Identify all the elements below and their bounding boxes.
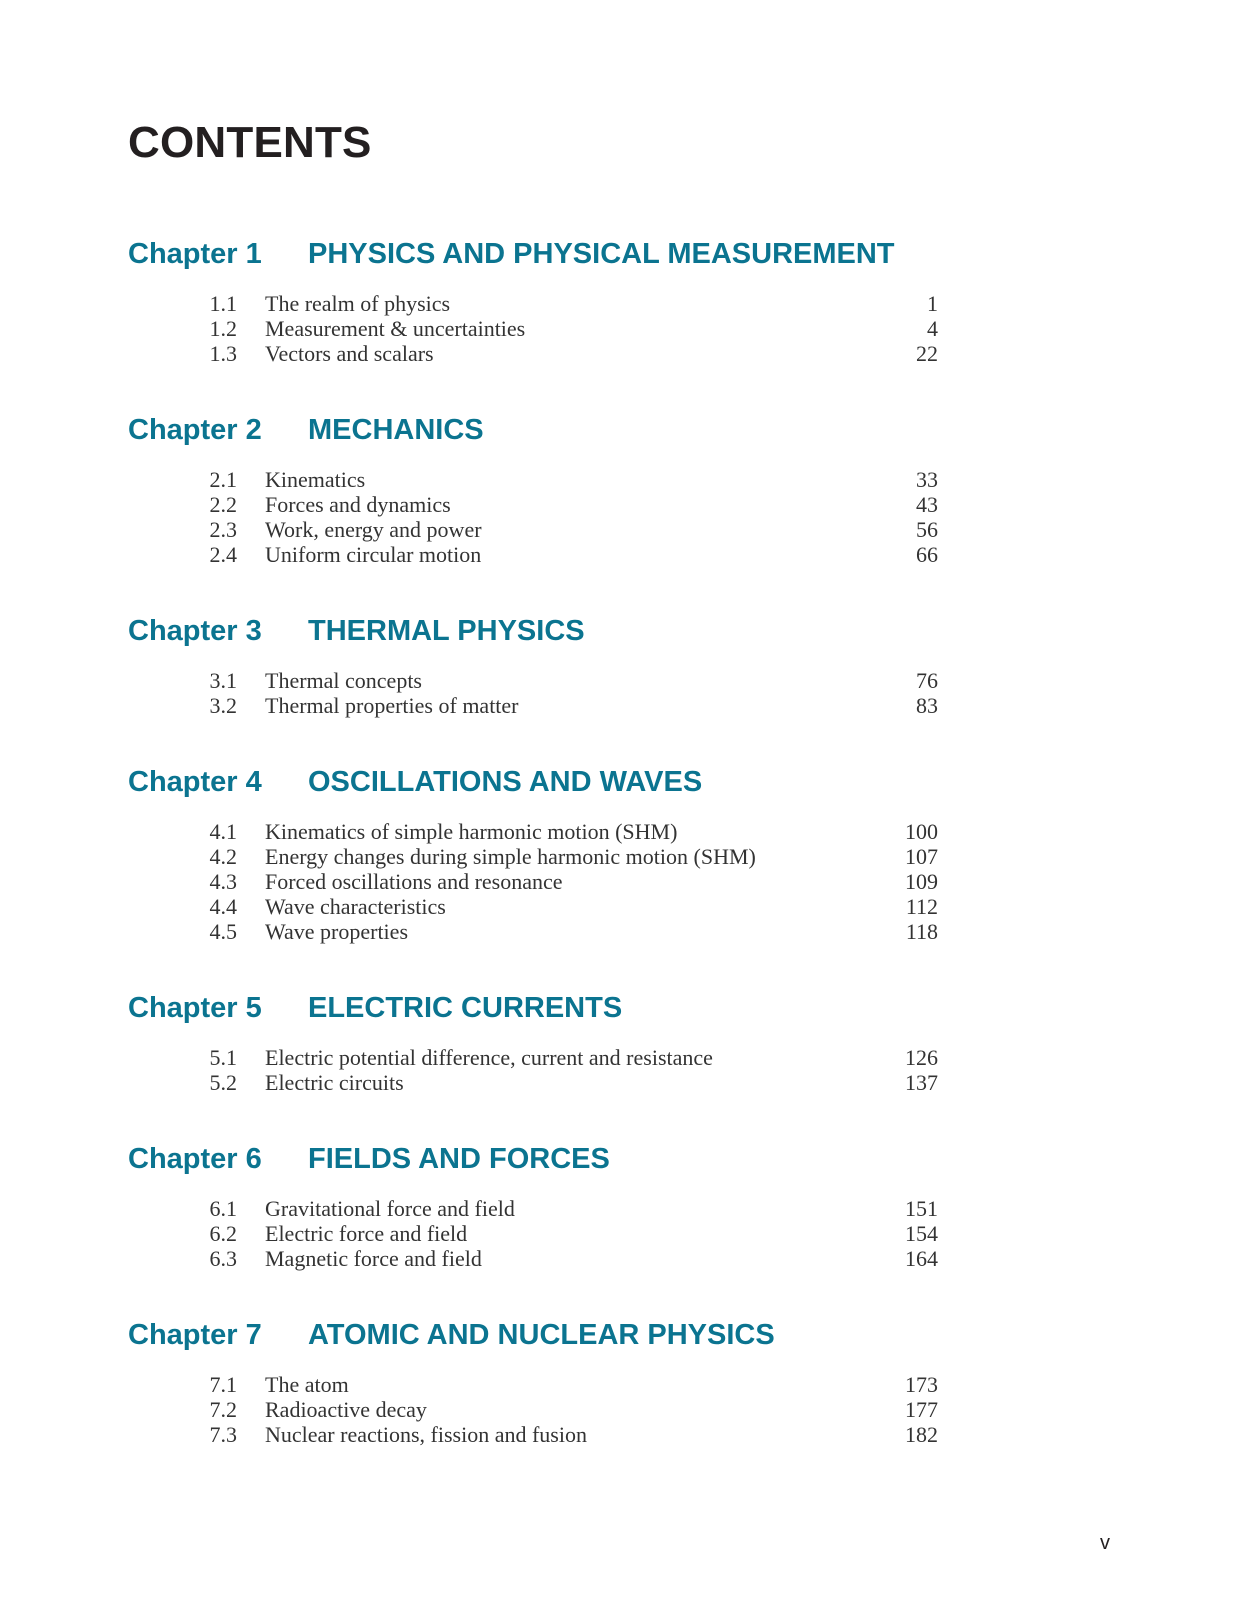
section-title: Kinematics of simple harmonic motion (SHM) <box>265 819 678 844</box>
page-title: CONTENTS <box>128 118 372 167</box>
section-page: 126 <box>905 1045 938 1070</box>
section-title: Vectors and scalars <box>265 341 434 366</box>
section-number: 4.5 <box>209 919 237 944</box>
toc-entry[interactable] <box>0 1422 1253 1447</box>
section-page: 112 <box>905 894 938 919</box>
toc-entry[interactable] <box>0 341 1253 366</box>
section-title: Measurement & uncertainties <box>265 316 526 341</box>
section-title: Forced oscillations and resonance <box>265 869 563 894</box>
section-title: Kinematics <box>265 467 366 492</box>
toc-entry[interactable] <box>0 919 1253 944</box>
section-page: 1 <box>927 291 938 316</box>
section-page: 177 <box>905 1397 938 1422</box>
section-title: Nuclear reactions, fission and fusion <box>265 1422 587 1447</box>
chapter-title: FIELDS AND FORCES <box>308 1143 610 1175</box>
section-number: 3.2 <box>209 693 237 718</box>
section-number: 7.3 <box>209 1422 237 1447</box>
section-title: Thermal concepts <box>265 668 422 693</box>
toc-entry[interactable] <box>0 542 1253 567</box>
section-title: Uniform circular motion <box>265 542 482 567</box>
section-page: 83 <box>916 693 938 718</box>
toc-entry[interactable] <box>0 894 1253 919</box>
section-page: 76 <box>916 668 938 693</box>
section-number: 2.1 <box>209 467 237 492</box>
section-number: 2.2 <box>209 492 237 517</box>
section-number: 4.2 <box>209 844 237 869</box>
section-number: 2.4 <box>209 542 237 567</box>
toc-entry[interactable] <box>0 844 1253 869</box>
chapter-title: ELECTRIC CURRENTS <box>308 992 623 1024</box>
section-title: The atom <box>265 1372 349 1397</box>
toc-entry[interactable] <box>0 1397 1253 1422</box>
chapter-title: THERMAL PHYSICS <box>308 615 585 647</box>
chapter-title: MECHANICS <box>308 414 484 446</box>
section-number: 6.3 <box>209 1246 237 1271</box>
chapter-title: ATOMIC AND NUCLEAR PHYSICS <box>308 1319 775 1351</box>
section-page: 33 <box>916 467 938 492</box>
section-number: 1.3 <box>209 341 237 366</box>
toc-entry[interactable] <box>0 517 1253 542</box>
toc-entry[interactable] <box>0 869 1253 894</box>
section-number: 5.1 <box>209 1045 237 1070</box>
section-page: 109 <box>905 869 938 894</box>
section-page: 66 <box>916 542 938 567</box>
section-title: Magnetic force and field <box>265 1246 482 1271</box>
section-number: 4.3 <box>209 869 237 894</box>
section-number: 3.1 <box>209 668 237 693</box>
section-title: The realm of physics <box>265 291 451 316</box>
section-title: Electric potential difference, current and resistance <box>265 1045 713 1070</box>
section-page: 137 <box>905 1070 938 1095</box>
chapter-number: Chapter 5 <box>128 992 262 1024</box>
section-number: 7.1 <box>209 1372 237 1397</box>
toc-entry[interactable] <box>0 1070 1253 1095</box>
section-title: Electric circuits <box>265 1070 404 1095</box>
section-number: 4.1 <box>209 819 237 844</box>
toc-entry[interactable] <box>0 1246 1253 1271</box>
chapter-number: Chapter 3 <box>128 615 262 647</box>
toc-entry[interactable] <box>0 492 1253 517</box>
chapter-number: Chapter 7 <box>128 1319 262 1351</box>
section-page: 56 <box>916 517 938 542</box>
section-number: 4.4 <box>209 894 237 919</box>
chapter-title: OSCILLATIONS AND WAVES <box>308 766 703 798</box>
toc-entry[interactable] <box>0 1221 1253 1246</box>
toc-entry[interactable] <box>0 467 1253 492</box>
section-page: 100 <box>905 819 938 844</box>
chapter-number: Chapter 4 <box>128 766 262 798</box>
chapter-number: Chapter 6 <box>128 1143 262 1175</box>
section-title: Forces and dynamics <box>265 492 451 517</box>
section-page: 22 <box>916 341 938 366</box>
chapter-number: Chapter 1 <box>128 238 262 270</box>
toc-entry[interactable] <box>0 668 1253 693</box>
section-number: 2.3 <box>209 517 237 542</box>
section-number: 5.2 <box>209 1070 237 1095</box>
section-number: 1.2 <box>209 316 237 341</box>
chapter-number: Chapter 2 <box>128 414 262 446</box>
chapter-title: PHYSICS AND PHYSICAL MEASUREMENT <box>308 238 895 270</box>
section-title: Radioactive decay <box>265 1397 427 1422</box>
section-title: Wave properties <box>265 919 408 944</box>
section-page: 173 <box>905 1372 938 1397</box>
toc-entry[interactable] <box>0 316 1253 341</box>
toc-entry[interactable] <box>0 291 1253 316</box>
section-title: Energy changes during simple harmonic motion (SHM) <box>265 844 756 869</box>
section-number: 1.1 <box>209 291 237 316</box>
section-page: 154 <box>905 1221 938 1246</box>
section-page: 164 <box>905 1246 938 1271</box>
toc-entry[interactable] <box>0 819 1253 844</box>
section-page: 107 <box>905 844 938 869</box>
toc-entry[interactable] <box>0 1196 1253 1221</box>
section-title: Electric force and field <box>265 1221 468 1246</box>
section-number: 6.1 <box>209 1196 237 1221</box>
section-title: Work, energy and power <box>265 517 482 542</box>
toc-entry[interactable] <box>0 1045 1253 1070</box>
section-number: 7.2 <box>209 1397 237 1422</box>
toc-entry[interactable] <box>0 1372 1253 1397</box>
section-page: 151 <box>905 1196 938 1221</box>
section-page: 43 <box>916 492 938 517</box>
section-number: 6.2 <box>209 1221 237 1246</box>
section-page: 182 <box>905 1422 938 1447</box>
section-title: Wave characteristics <box>265 894 446 919</box>
section-title: Gravitational force and field <box>265 1196 515 1221</box>
section-page: 4 <box>927 316 938 341</box>
toc-entry[interactable] <box>0 693 1253 718</box>
section-page: 118 <box>905 919 938 944</box>
section-title: Thermal properties of matter <box>265 693 519 718</box>
page-number: v <box>1100 1532 1110 1554</box>
